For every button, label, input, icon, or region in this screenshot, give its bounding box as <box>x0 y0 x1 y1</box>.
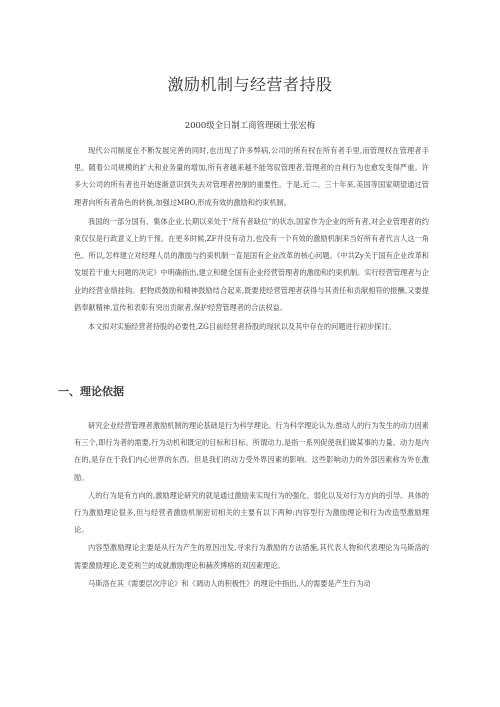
section-heading: 一、理论依据 <box>58 385 124 398</box>
intro-paragraph: 本文拟对实施经营者持股的必要性,ZG目前经营者持股的现状以及其中存在的问题进行初步探讨。 <box>88 322 396 332</box>
author-byline: 2000级全日制工商管理硕士张宏梅 <box>184 120 316 130</box>
intro-section <box>74 142 429 335</box>
section-paragraph: 人的行为是有方向的,激励理论研究的就是通过激励来实现行为的强化、弱化以及对行为方向的引导。具体的行为激励理论很多,但与经营者激励机制密切相关的主要有以下两种:内容型行为激励理论和行为改造型激励理论。 <box>74 490 429 535</box>
section-paragraph: 内容型激励理论主要是从行为产生的原因出发,寻求行为激励的方法措施,其代表人物和代表理论为马斯洛的需要激励理论,麦克利兰的成就激励理论和赫茨博格的双因素理论。 <box>74 543 429 570</box>
intro-paragraph: 现代公司制度在不断发展完善的同时,也出现了许多弊病,公司的所有权在所有者手里,而管理权在管理者手里。随着公司规模的扩大和业务量的增加,所有者越来越不能驾驭管理者,管理者的自利行为也愈发变得严重。许多大公司的所有者也开始逐渐意识到失去对管理者控制的重要性。于是,近二、三十年来,美国等国家期望通过管理者向所有者角色的转换,加强过MBO,形成有效的激励和约束机制。 <box>74 146 429 207</box>
section-paragraph: 研究企业经营管理者激励机制的理论基础是行为科学理论。行为科学理论认为,推动人的行为发生的动力因素有三个,即行为者的需要,行为动机和既定的目标和目标。所谓动力,是指一系列促使我们做某事的力量。动力是内在的,是存在于我们内心世界的东西。但是我们的动力受外界因素的影响。这些影响动力的外部因素称为外在激励。 <box>74 421 429 482</box>
intro-paragraph: 我国的一部分国有、集体企业,长期以来处于“所有者缺位”的状态,国家作为企业的所有者,对企业管理者的约束仅仅是行政意义上的干预。在更多时候,ZF并没有动力,也没有一个有效的激励机制来当好所有者代言人这一角色。所以,怎样建立对经理人员的激励与约束机制一直是国有企业改革的核心问题。《中共Zy关于国有企业改革和发展若干重大问题的决定》中明确指出,建立和健全国有企业经营管理者的激励和约束机制。实行经营管理者与企业的经营业绩挂钩。把物质鼓励和精神鼓励结合起来,既要使经营管理者获得与其责任和贡献相符的报酬,又要提倡奉献精神,宣传和表彰有突出贡献者,保护经营管理者的合法权益。 <box>74 216 429 312</box>
section-paragraph: 马斯洛在其《需要层次序论》和《调动人的积极性》的理论中指出,人的需要是产生行为动 <box>88 578 371 588</box>
section-body <box>74 417 429 592</box>
document-title: 激励机制与经营者持股 <box>167 75 333 94</box>
